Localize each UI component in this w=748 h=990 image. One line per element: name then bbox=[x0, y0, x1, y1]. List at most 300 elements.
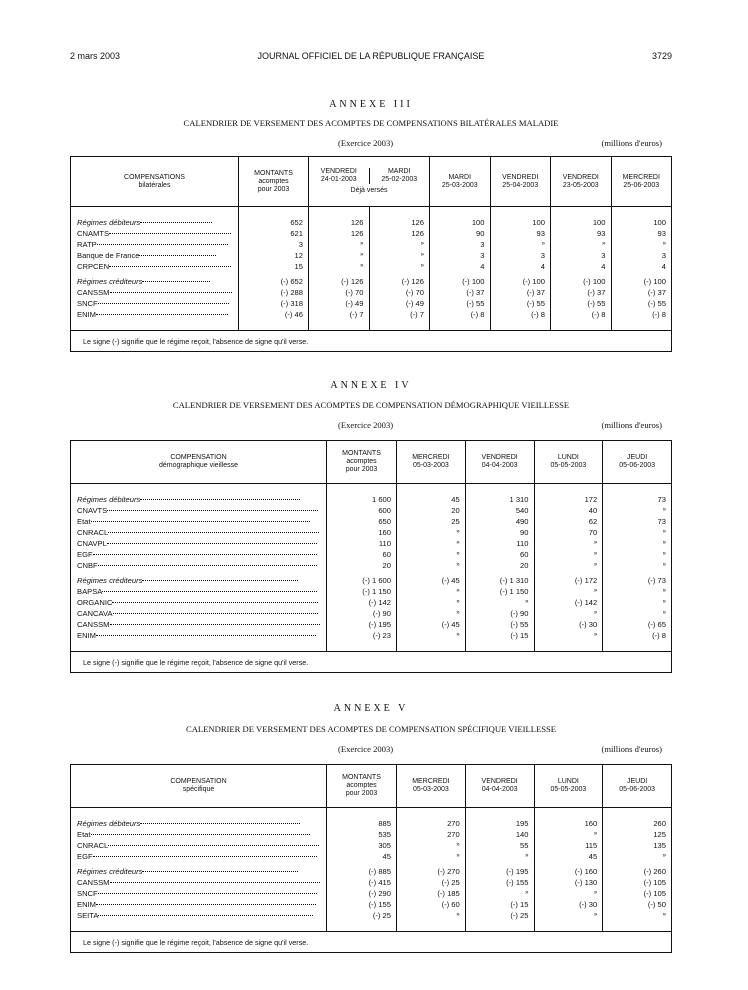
issue-date: 2 mars 2003 bbox=[70, 51, 121, 61]
installment-cell: (-) 15 bbox=[465, 630, 534, 641]
header-date: JEUDI 05-06-2003 bbox=[603, 765, 672, 808]
regime-label bbox=[71, 575, 327, 586]
regime-label bbox=[71, 505, 327, 516]
spacer-cell bbox=[534, 921, 603, 932]
montant-cell: (-) 415 bbox=[327, 877, 397, 888]
regime-name: EGF bbox=[77, 550, 93, 559]
installment-cell: (-) 155 bbox=[465, 877, 534, 888]
regime-name: CNBF bbox=[77, 561, 98, 570]
installment-cell: » bbox=[397, 597, 466, 608]
installment-cell: » bbox=[534, 549, 603, 560]
regime-label bbox=[71, 239, 239, 250]
annex-iii-table bbox=[70, 156, 672, 352]
leader-dots bbox=[142, 281, 209, 282]
installment-cell: (-) 55 bbox=[551, 298, 612, 309]
regime-name: CANSSM bbox=[77, 620, 110, 629]
regime-name: ENIM bbox=[77, 631, 96, 640]
note-row bbox=[71, 331, 672, 352]
installment-cell: (-) 195 bbox=[465, 866, 534, 877]
installment-cell: 172 bbox=[534, 494, 603, 505]
regime-name: CRPCEN bbox=[77, 262, 110, 271]
installment-cell: (-) 7 bbox=[309, 309, 370, 320]
spacer-cell bbox=[309, 207, 370, 218]
group-row bbox=[71, 575, 672, 586]
installment-cell: (-) 15 bbox=[465, 899, 534, 910]
regime-label bbox=[71, 516, 327, 527]
montant-cell: 652 bbox=[239, 217, 309, 228]
installment-cell: 110 bbox=[465, 538, 534, 549]
spacer-cell bbox=[611, 320, 672, 331]
installment-cell: (-) 8 bbox=[490, 309, 551, 320]
installment-cell: 115 bbox=[534, 840, 603, 851]
installment-cell: 4 bbox=[490, 261, 551, 272]
installment-cell: 62 bbox=[534, 516, 603, 527]
installment-cell: (-) 1 150 bbox=[465, 586, 534, 597]
spacer-row bbox=[71, 641, 672, 652]
table-header-row bbox=[71, 441, 672, 484]
installment-cell: (-) 49 bbox=[309, 298, 370, 309]
group-row bbox=[71, 217, 672, 228]
header-montants: MONTANTS acomptes pour 2003 bbox=[239, 157, 309, 207]
installment-cell: (-) 160 bbox=[534, 866, 603, 877]
installment-cell: » bbox=[490, 239, 551, 250]
spacer-row bbox=[71, 808, 672, 819]
installment-cell: (-) 30 bbox=[534, 619, 603, 630]
sign-note: Le signe (-) signifie que le régime reçoit, l'absence de signe qu'il verse. bbox=[71, 652, 672, 673]
annex-iv-table bbox=[70, 440, 672, 673]
installment-cell: 490 bbox=[465, 516, 534, 527]
annex-iv-section bbox=[70, 380, 672, 673]
running-header bbox=[70, 51, 672, 65]
group-row bbox=[71, 276, 672, 287]
installment-cell: 125 bbox=[603, 829, 672, 840]
annex-heading: ANNEXE III bbox=[329, 99, 413, 110]
installment-cell: 4 bbox=[611, 261, 672, 272]
installment-cell: » bbox=[534, 630, 603, 641]
regime-label bbox=[71, 597, 327, 608]
leader-dots bbox=[140, 499, 300, 500]
montant-cell: 12 bbox=[239, 250, 309, 261]
regime-label bbox=[71, 619, 327, 630]
sign-note: Le signe (-) signifie que le régime reçoit, l'absence de signe qu'il verse. bbox=[71, 331, 672, 352]
montant-cell: (-) 23 bbox=[327, 630, 397, 641]
annex-v-table bbox=[70, 764, 672, 953]
regime-name: CNRACL bbox=[77, 841, 109, 850]
installment-cell: » bbox=[611, 239, 672, 250]
installment-cell: (-) 70 bbox=[309, 287, 370, 298]
installment-cell: » bbox=[397, 608, 466, 619]
regime-name: Régimes débiteurs bbox=[77, 819, 141, 828]
installment-cell: (-) 105 bbox=[603, 877, 672, 888]
spacer-cell bbox=[534, 808, 603, 819]
installment-cell: 126 bbox=[309, 228, 370, 239]
table-row bbox=[71, 549, 672, 560]
installment-cell: (-) 55 bbox=[465, 619, 534, 630]
installment-cell: (-) 260 bbox=[603, 866, 672, 877]
regime-name: Régimes débiteurs bbox=[77, 495, 141, 504]
annex-heading: ANNEXE V bbox=[333, 703, 409, 714]
regime-label bbox=[71, 866, 327, 877]
exercise-line bbox=[70, 138, 672, 150]
spacer-cell bbox=[603, 921, 672, 932]
spacer-cell bbox=[239, 320, 309, 331]
spacer-cell bbox=[397, 921, 466, 932]
annex-title: CALENDRIER DE VERSEMENT DES ACOMPTES DE COMPENSATION DÉMOGRAPHIQUE VIEILLESSE bbox=[172, 400, 570, 410]
spacer-cell bbox=[327, 641, 397, 652]
table-header-row bbox=[71, 765, 672, 808]
leader-dots bbox=[102, 591, 317, 592]
table-row bbox=[71, 527, 672, 538]
montant-cell: 3 bbox=[239, 239, 309, 250]
spacer-cell bbox=[309, 320, 370, 331]
header-compensation: COMPENSATION démographique vieillesse bbox=[71, 441, 327, 484]
table-row bbox=[71, 829, 672, 840]
spacer-cell bbox=[603, 808, 672, 819]
regime-label bbox=[71, 276, 239, 287]
spacer-cell bbox=[430, 320, 491, 331]
leader-dots bbox=[109, 266, 231, 267]
leader-dots bbox=[93, 554, 317, 555]
installment-cell: (-) 1 310 bbox=[465, 575, 534, 586]
installment-cell: » bbox=[534, 910, 603, 921]
montant-cell: 45 bbox=[327, 851, 397, 862]
installment-cell: 90 bbox=[465, 527, 534, 538]
installment-cell: » bbox=[397, 538, 466, 549]
exercise-line bbox=[70, 420, 672, 432]
exercise-label: (Exercice 2003) bbox=[338, 420, 394, 430]
installment-cell: » bbox=[603, 549, 672, 560]
regime-name: CNAMTS bbox=[77, 229, 110, 238]
table-row bbox=[71, 630, 672, 641]
montant-cell: (-) 885 bbox=[327, 866, 397, 877]
installment-cell: (-) 55 bbox=[611, 298, 672, 309]
leader-dots bbox=[110, 882, 320, 883]
installment-cell: » bbox=[551, 239, 612, 250]
spacer-row bbox=[71, 207, 672, 218]
installment-cell: (-) 55 bbox=[490, 298, 551, 309]
montant-cell: 110 bbox=[327, 538, 397, 549]
leader-dots bbox=[107, 510, 317, 511]
regime-name: SEITA bbox=[77, 911, 99, 920]
header-date: VENDREDI 04-04-2003 bbox=[465, 765, 534, 808]
spacer-cell bbox=[603, 641, 672, 652]
montant-cell: (-) 155 bbox=[327, 899, 397, 910]
installment-cell: (-) 130 bbox=[534, 877, 603, 888]
installment-cell: 540 bbox=[465, 505, 534, 516]
regime-label bbox=[71, 899, 327, 910]
leader-dots bbox=[98, 303, 230, 304]
regime-name: SNCF bbox=[77, 299, 98, 308]
installment-cell: (-) 60 bbox=[397, 899, 466, 910]
header-montants: MONTANTS acomptes pour 2003 bbox=[327, 441, 397, 484]
table-row bbox=[71, 309, 672, 320]
installment-cell: (-) 25 bbox=[465, 910, 534, 921]
installment-cell: » bbox=[534, 608, 603, 619]
units-label: (millions d'euros) bbox=[601, 138, 662, 148]
installment-cell: (-) 270 bbox=[397, 866, 466, 877]
leader-dots bbox=[96, 904, 316, 905]
installment-cell: (-) 37 bbox=[490, 287, 551, 298]
header-date: LUNDI 05-05-2003 bbox=[534, 765, 603, 808]
installment-cell: 140 bbox=[465, 829, 534, 840]
leader-dots bbox=[97, 244, 229, 245]
regime-name: Etat bbox=[77, 517, 91, 526]
spacer-cell bbox=[327, 484, 397, 495]
installment-cell: 100 bbox=[551, 217, 612, 228]
installment-cell: 3 bbox=[551, 250, 612, 261]
leader-dots bbox=[108, 532, 318, 533]
installment-cell: » bbox=[534, 888, 603, 899]
table-row bbox=[71, 239, 672, 250]
installment-cell: 60 bbox=[465, 549, 534, 560]
regime-label bbox=[71, 549, 327, 560]
montant-cell: (-) 195 bbox=[327, 619, 397, 630]
spacer-cell bbox=[534, 484, 603, 495]
installment-cell: » bbox=[603, 505, 672, 516]
installment-cell: (-) 45 bbox=[397, 619, 466, 630]
installment-cell: 100 bbox=[430, 217, 491, 228]
deja-verses-label: Déjà versés bbox=[350, 187, 388, 194]
spacer-cell bbox=[71, 320, 239, 331]
regime-name: RATP bbox=[77, 240, 97, 249]
installment-cell: (-) 185 bbox=[397, 888, 466, 899]
regime-label bbox=[71, 888, 327, 899]
spacer-cell bbox=[490, 207, 551, 218]
montant-cell: (-) 25 bbox=[327, 910, 397, 921]
regime-name: BAPSA bbox=[77, 587, 103, 596]
installment-cell: » bbox=[309, 261, 370, 272]
regime-name: Etat bbox=[77, 830, 91, 839]
installment-cell: » bbox=[397, 851, 466, 862]
installment-cell: 73 bbox=[603, 494, 672, 505]
installment-cell: 100 bbox=[490, 217, 551, 228]
installment-cell: » bbox=[603, 910, 672, 921]
regime-label bbox=[71, 261, 239, 272]
spacer-cell bbox=[465, 921, 534, 932]
installment-cell: » bbox=[603, 608, 672, 619]
installment-cell: 126 bbox=[309, 217, 370, 228]
table-row bbox=[71, 298, 672, 309]
leader-dots bbox=[98, 893, 318, 894]
spacer-cell bbox=[239, 207, 309, 218]
installment-cell: 20 bbox=[465, 560, 534, 571]
regime-label bbox=[71, 309, 239, 320]
table-row bbox=[71, 250, 672, 261]
spacer-row bbox=[71, 320, 672, 331]
installment-cell: » bbox=[397, 910, 466, 921]
regime-name: ENIM bbox=[77, 900, 96, 909]
header-date: JEUDI 05-06-2003 bbox=[603, 441, 672, 484]
installment-cell: 3 bbox=[490, 250, 551, 261]
table-row bbox=[71, 840, 672, 851]
installment-cell: (-) 30 bbox=[534, 899, 603, 910]
installment-cell: » bbox=[534, 538, 603, 549]
installment-cell: (-) 100 bbox=[611, 276, 672, 287]
header-montants: MONTANTS acomptes pour 2003 bbox=[327, 765, 397, 808]
regime-label bbox=[71, 527, 327, 538]
regime-name: CNAVTS bbox=[77, 506, 108, 515]
montant-cell: (-) 46 bbox=[239, 309, 309, 320]
regime-label bbox=[71, 851, 327, 862]
group-row bbox=[71, 866, 672, 877]
leader-dots bbox=[139, 255, 215, 256]
annex-v-body bbox=[71, 808, 672, 953]
leader-dots bbox=[98, 915, 313, 916]
table-row bbox=[71, 287, 672, 298]
installment-cell: 40 bbox=[534, 505, 603, 516]
installment-cell: 135 bbox=[603, 840, 672, 851]
annex-v-section bbox=[70, 703, 672, 953]
montant-cell: 885 bbox=[327, 818, 397, 829]
regime-name: Banque de France bbox=[77, 251, 140, 260]
installment-cell: » bbox=[397, 527, 466, 538]
spacer-cell bbox=[611, 207, 672, 218]
spacer-cell bbox=[603, 484, 672, 495]
regime-name: SNCF bbox=[77, 889, 98, 898]
montant-cell: 20 bbox=[327, 560, 397, 571]
leader-dots bbox=[93, 856, 317, 857]
installment-cell: » bbox=[603, 586, 672, 597]
spacer-cell bbox=[369, 320, 430, 331]
installment-cell: (-) 8 bbox=[430, 309, 491, 320]
spacer-cell bbox=[397, 808, 466, 819]
installment-cell: (-) 37 bbox=[611, 287, 672, 298]
header-date: LUNDI 05-05-2003 bbox=[534, 441, 603, 484]
installment-cell: 160 bbox=[534, 818, 603, 829]
table-row bbox=[71, 261, 672, 272]
installment-cell: (-) 37 bbox=[551, 287, 612, 298]
leader-dots bbox=[91, 521, 311, 522]
leader-dots bbox=[109, 233, 231, 234]
spacer-cell bbox=[430, 207, 491, 218]
table-row bbox=[71, 505, 672, 516]
montant-cell: 60 bbox=[327, 549, 397, 560]
montant-cell: (-) 290 bbox=[327, 888, 397, 899]
installment-cell: » bbox=[603, 527, 672, 538]
installment-cell: » bbox=[603, 597, 672, 608]
exercise-line bbox=[70, 744, 672, 756]
installment-cell: (-) 25 bbox=[397, 877, 466, 888]
installment-cell: (-) 100 bbox=[551, 276, 612, 287]
regime-label bbox=[71, 608, 327, 619]
montant-cell: 650 bbox=[327, 516, 397, 527]
annex-iii-body bbox=[71, 207, 672, 352]
spacer-cell bbox=[397, 641, 466, 652]
installment-cell: (-) 126 bbox=[309, 276, 370, 287]
regime-name: EGF bbox=[77, 852, 93, 861]
regime-name: Régimes créditeurs bbox=[77, 576, 143, 585]
table-row bbox=[71, 538, 672, 549]
installment-cell: » bbox=[534, 560, 603, 571]
installment-cell: 25 bbox=[397, 516, 466, 527]
installment-cell: » bbox=[603, 851, 672, 862]
installment-cell: (-) 8 bbox=[603, 630, 672, 641]
installment-cell: » bbox=[603, 538, 672, 549]
montant-cell: (-) 318 bbox=[239, 298, 309, 309]
installment-cell: » bbox=[397, 586, 466, 597]
group-row bbox=[71, 494, 672, 505]
exercise-label: (Exercice 2003) bbox=[338, 744, 394, 754]
installment-cell: (-) 8 bbox=[611, 309, 672, 320]
installment-cell: 73 bbox=[603, 516, 672, 527]
installment-cell: (-) 70 bbox=[369, 287, 430, 298]
header-date: VENDREDI 25-04-2003 bbox=[490, 157, 551, 207]
installment-cell: 100 bbox=[611, 217, 672, 228]
leader-dots bbox=[112, 602, 318, 603]
regime-label bbox=[71, 586, 327, 597]
regime-label bbox=[71, 910, 327, 921]
regime-label bbox=[71, 287, 239, 298]
leader-dots bbox=[110, 624, 320, 625]
spacer-cell bbox=[327, 921, 397, 932]
spacer-cell bbox=[71, 207, 239, 218]
installment-cell: » bbox=[465, 888, 534, 899]
header-date: MARDI 25-03-2003 bbox=[430, 157, 491, 207]
units-label: (millions d'euros) bbox=[601, 420, 662, 430]
table-row bbox=[71, 228, 672, 239]
installment-cell: 1 310 bbox=[465, 494, 534, 505]
leader-dots bbox=[108, 845, 318, 846]
spacer-cell bbox=[71, 921, 327, 932]
montant-cell: 15 bbox=[239, 261, 309, 272]
header-date: VENDREDI 23-05-2003 bbox=[551, 157, 612, 207]
table-row bbox=[71, 910, 672, 921]
installment-cell: » bbox=[397, 840, 466, 851]
annex-iii-section bbox=[70, 99, 672, 352]
installment-cell: 3 bbox=[611, 250, 672, 261]
regime-label bbox=[71, 840, 327, 851]
spacer-row bbox=[71, 921, 672, 932]
spacer-cell bbox=[490, 320, 551, 331]
leader-dots bbox=[142, 871, 297, 872]
spacer-cell bbox=[71, 641, 327, 652]
table-row bbox=[71, 586, 672, 597]
spacer-cell bbox=[551, 320, 612, 331]
regime-label bbox=[71, 877, 327, 888]
table-row bbox=[71, 877, 672, 888]
installment-cell: 3 bbox=[430, 250, 491, 261]
header-date: MERCREDI 05-03-2003 bbox=[397, 441, 466, 484]
installment-cell: 45 bbox=[397, 494, 466, 505]
installment-cell: » bbox=[465, 851, 534, 862]
leader-dots bbox=[113, 613, 319, 614]
installment-cell: 45 bbox=[534, 851, 603, 862]
group-row bbox=[71, 818, 672, 829]
installment-cell: (-) 100 bbox=[430, 276, 491, 287]
installment-cell: (-) 7 bbox=[369, 309, 430, 320]
installment-cell: 260 bbox=[603, 818, 672, 829]
table-row bbox=[71, 899, 672, 910]
table-row bbox=[71, 851, 672, 862]
header-date: VENDREDI 04-04-2003 bbox=[465, 441, 534, 484]
table-header-row bbox=[71, 157, 672, 207]
leader-dots bbox=[107, 543, 317, 544]
installment-cell: (-) 37 bbox=[430, 287, 491, 298]
regime-label bbox=[71, 250, 239, 261]
montant-cell: 600 bbox=[327, 505, 397, 516]
installment-cell: 20 bbox=[397, 505, 466, 516]
installment-cell: 90 bbox=[430, 228, 491, 239]
regime-name: CNAVPL bbox=[77, 539, 107, 548]
note-row bbox=[71, 932, 672, 953]
installment-cell: (-) 55 bbox=[430, 298, 491, 309]
montant-cell: (-) 142 bbox=[327, 597, 397, 608]
installment-cell: 93 bbox=[551, 228, 612, 239]
installment-cell: (-) 90 bbox=[465, 608, 534, 619]
header-date: MERCREDI 05-03-2003 bbox=[397, 765, 466, 808]
installment-cell: 3 bbox=[430, 239, 491, 250]
installment-cell: » bbox=[603, 560, 672, 571]
